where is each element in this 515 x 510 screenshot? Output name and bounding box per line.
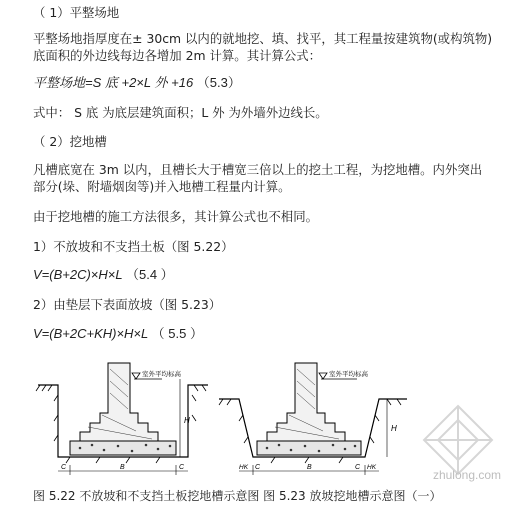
dimension-c-left: C <box>61 464 67 471</box>
formula-text: V=(B+2C)×H×L <box>33 267 123 282</box>
formula-number: （5.4 ） <box>126 267 174 282</box>
section-heading-trench: （ 2）挖地槽 <box>33 134 107 149</box>
formula-number: （5.3） <box>196 75 241 90</box>
ground-level-label: 室外平均标高 <box>329 371 368 378</box>
case-slope: 2）由垫层下表面放坡（图 5.23） <box>33 297 222 312</box>
dimension-b: B <box>307 464 312 471</box>
formula-site-leveling <box>33 74 241 91</box>
dimension-h: H <box>184 416 190 425</box>
concrete-base <box>70 441 176 455</box>
paragraph-site-leveling-line2: 底面积的外边线每边各增加 2m 计算。其计算公式： <box>33 48 322 63</box>
dimension-h: H <box>391 424 397 433</box>
dimension-hk-right: HK <box>367 464 377 471</box>
figure-trench-no-slope <box>30 355 210 480</box>
figure-caption: 图 5.22 不放坡和不支挡土板挖地槽示意图 图 5.23 放坡挖地槽示意图（一） <box>33 489 442 503</box>
case-no-slope: 1）不放坡和不支挡土板（图 5.22） <box>33 239 234 254</box>
section-heading-site-leveling: （ 1）平整场地 <box>33 5 120 20</box>
paragraph-trench-line2: 部分(垛、附墙烟囱等)并入地槽工程量内计算。 <box>33 179 291 194</box>
watermark-text: zhulong.com <box>432 468 501 482</box>
dimension-hk-left: HK <box>239 464 249 471</box>
paragraph-site-leveling-line1: 平整场地指厚度在± 30cm 以内的就地挖、填、找平，其工程量按建筑物(或构筑物) <box>33 31 493 46</box>
paragraph-trench-line1: 凡槽底宽在 3m 以内，且槽长大于槽宽三倍以上的挖土工程，为挖地槽。内外突出 <box>33 162 483 177</box>
ground-level-label: 室外平均标高 <box>142 371 181 378</box>
formula-text: 平整场地=S 底 +2×L 外 +16 <box>33 75 194 90</box>
formula-text: V=(B+2C+KH)×H×L <box>33 326 149 341</box>
figure-trench-slope <box>215 355 415 480</box>
formula-definition: 式中： S 底 为底层建筑面积；L 外 为外墙外边线长。 <box>33 105 328 120</box>
paragraph-methods: 由于挖地槽的施工方法很多，其计算公式也不相同。 <box>33 209 318 224</box>
formula-number: （ 5.5 ） <box>151 326 203 341</box>
dimension-c-right: C <box>179 464 185 471</box>
dimension-c-left: C <box>255 464 261 471</box>
formula-no-slope <box>33 266 174 283</box>
dimension-c-right: C <box>355 464 361 471</box>
formula-slope <box>33 325 203 342</box>
dimension-b: B <box>120 464 125 471</box>
